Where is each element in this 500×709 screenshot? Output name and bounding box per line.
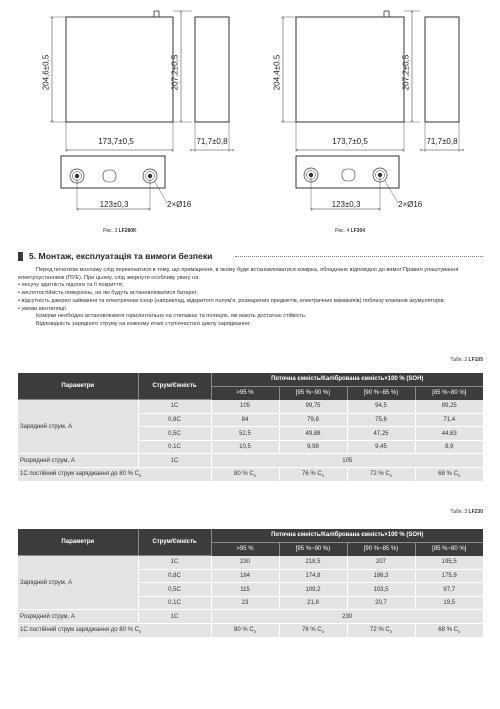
value-cell: 115 [211,583,279,597]
header-current: Струм/Ємність [138,529,211,556]
rate-cell: 0,1C [138,596,211,610]
row-label: 1С постійний струм заряджання до 80 % $C_0$ [18,468,211,482]
rate-cell: 0,8C [138,569,211,583]
value-cell: 8,9 [415,440,483,454]
table-row [18,556,483,570]
value-cell: 68 % $C_0$ [415,624,483,638]
value-cell: 195,5 [415,556,483,570]
drawing-lf280k [50,11,234,211]
section-title: 5. Монтаж, експлуатація та вимоги безпеки [29,251,213,261]
rate-cell: 1C [138,556,211,570]
dim-terminal-spacing-left: 123±0,3 [99,200,129,209]
value-cell: 76 % $C_0$ [279,624,347,638]
subheader: >95 % [211,542,279,556]
rate-cell: 1C [138,400,211,414]
value-cell: 10,5 [211,440,279,454]
header-current: Струм/Ємність [138,373,211,400]
value-cell: 79,8 [279,413,347,427]
paragraph: Відповідність зарядного струму на кожному етапі ступінчастого циклу заряджання: [36,320,251,327]
rate-cell: 0,1C [138,440,211,454]
value-cell: 80 % $C_0$ [211,468,279,482]
table-row [18,624,483,638]
cell-side-view [195,17,229,122]
subheader: [90 %~85 %) [347,542,415,556]
rate-cell: 0,8C [138,413,211,427]
value-cell: 105 [211,400,279,414]
subheader: [85 %~80 %] [415,542,483,556]
dim-width-right: 173,7±0,5 [332,137,368,146]
dim-terminal-dia-left: 2×Ø16 [167,200,192,209]
value-cell: 230 [211,610,483,624]
header-soh: Поточна ємність/Калібрована ємність×100 % (SOH) [211,529,483,542]
value-cell: 207 [347,556,415,570]
value-cell: 75,6 [347,413,415,427]
value-cell: 94,5 [347,400,415,414]
section-divider [235,256,483,257]
row-label: Розрядний струм, А [18,454,138,468]
value-cell: 44,63 [415,427,483,441]
value-cell: 175,9 [415,569,483,583]
value-cell: 72 % $C_0$ [347,468,415,482]
table-row [18,400,483,414]
value-cell: 186,3 [347,569,415,583]
value-cell: 218,5 [279,556,347,570]
value-cell: 68 % $C_0$ [415,468,483,482]
value-cell: 184 [211,569,279,583]
value-cell: 97,7 [415,583,483,597]
section-marker [18,252,23,261]
dim-terminal-spacing-right: 123±0,3 [331,200,361,209]
value-cell: 80 % $C_0$ [211,624,279,638]
value-cell: 20,7 [347,596,415,610]
subheader: [95 %~90 %) [279,542,347,556]
dim-depth-left: 71,7±0,8 [196,137,228,146]
rate-cell: 1C [138,454,211,468]
bullet-item: • кислотостійкість поверхонь, на які будуть встановлюватися батареї; [18,290,198,297]
bullet-item: • відсутність джерел займання та електричних іскор (наприклад, відкритого полум'я, розжарених предметів, електричних вимикачів) поблизу клапанів акумуляторів; [18,297,445,304]
value-cell: 174,8 [279,569,347,583]
drawing-lf304 [281,11,464,211]
figure-caption-left: Рис. 3 LF280K [103,228,137,234]
value-cell: 9,45 [347,440,415,454]
value-cell: 23 [211,596,279,610]
bullet-item: • умови вентиляції. [18,305,68,312]
rate-cell: 1C [138,610,211,624]
value-cell: 47,25 [347,427,415,441]
section-body [18,267,484,329]
value-cell: 99,75 [279,400,347,414]
value-cell: 9,98 [279,440,347,454]
bullet-item: • несучу здатність підлоги та її покриття; [18,282,124,289]
dim-depth-right: 71,7±0,8 [426,137,458,146]
header-parameters: Параметри [18,529,138,556]
value-cell: 71,4 [415,413,483,427]
value-cell: 19,5 [415,596,483,610]
subheader: [85 %~80 %] [415,386,483,400]
value-cell: 76 % $C_0$ [279,468,347,482]
value-cell: 21,8 [279,596,347,610]
paragraph: Перед початком монтажу слід переконатися в тому, що приміщення, в якому буде встановлюватися комірка, обладнане відповідно до вимог Правил улаштування електроустановок (ПУЕ). При цьому, слід звернути особливу увагу на: [18,267,459,281]
rate-cell: 0,5C [138,583,211,597]
cell-front-view [296,17,404,122]
subheader: [90 %~85 %) [347,386,415,400]
value-cell: 49,88 [279,427,347,441]
dim-width-left: 173,7±0,5 [98,137,134,146]
value-cell: 109,2 [279,583,347,597]
row-label: Зарядний струм, А [18,556,138,610]
header-parameters: Параметри [18,373,138,400]
rate-cell: 0,5C [138,427,211,441]
row-label: Зарядний струм, А [18,400,138,454]
dim-terminal-dia-right: 2×Ø16 [398,200,423,209]
subheader: [95 %~90 %) [279,386,347,400]
figure-caption-right: Рис. 4 LF304 [335,228,366,234]
dim-height-left: 204,6±0,5 [41,54,51,91]
row-label: Розрядний струм, А [18,610,138,624]
value-cell: 103,5 [347,583,415,597]
row-label: 1С постійний струм заряджання до 80 % $C_0$ [18,624,211,638]
header-soh: Поточна ємність/Калібрована ємність×100 % (SOH) [211,373,483,386]
value-cell: 52,5 [211,427,279,441]
dim-height-right: 204,4±0,5 [272,54,282,91]
cell-side-view [425,17,459,122]
subheader: >95 % [211,386,279,400]
value-cell: 105 [211,454,483,468]
table-row [18,610,483,624]
cell-front-view [66,17,173,122]
value-cell: 89,25 [415,400,483,414]
charge-table-lf230 [18,529,483,638]
paragraph: Комірки необхідно встановлювати горизонтально на стелажах та полицях, які мають достатню стійкість. [36,313,307,320]
table-caption: Табл. 2 LF105 [450,357,483,363]
value-cell: 84 [211,413,279,427]
dim-total-height-right: 207,2±0,5 [401,54,411,91]
dim-total-height-left: 207,2±0,5 [170,54,180,91]
table-row [18,468,483,482]
value-cell: 230 [211,556,279,570]
value-cell: 72 % $C_0$ [347,624,415,638]
table-caption: Табл. 3 LF230 [450,509,483,515]
charge-table-lf105 [18,373,483,482]
table-row [18,454,483,468]
